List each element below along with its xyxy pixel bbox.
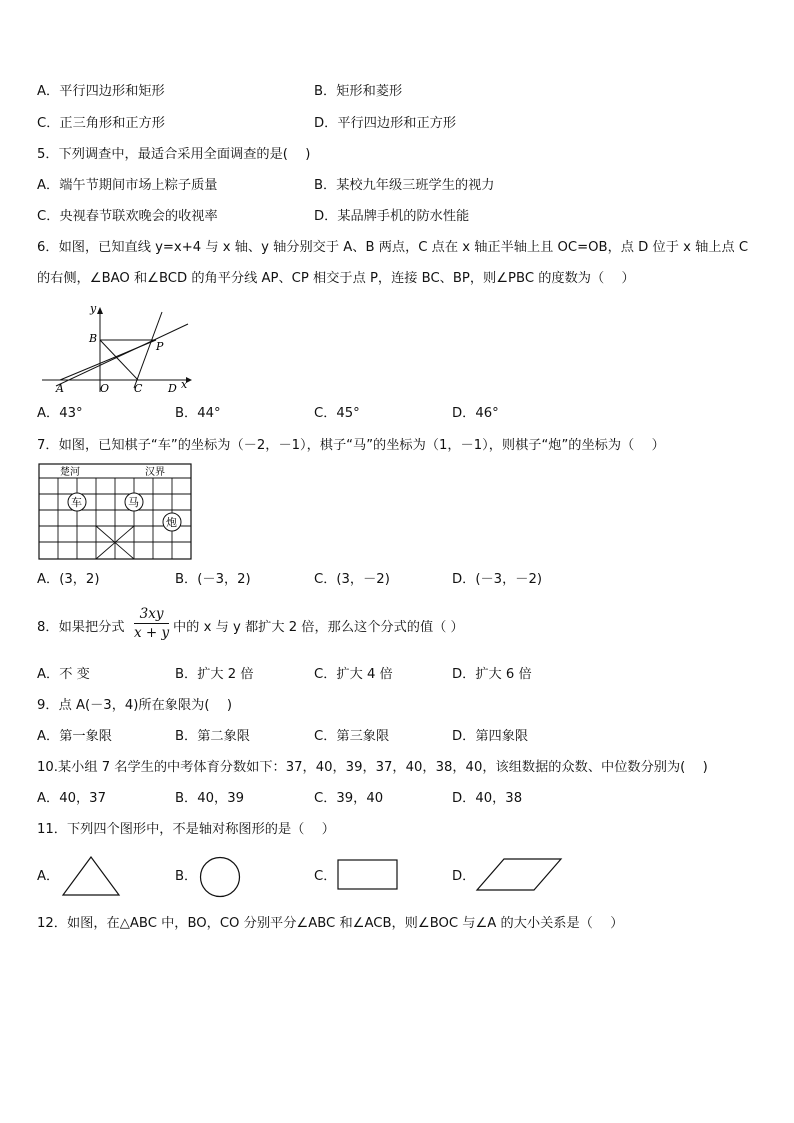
- q6-stem-line1: 6．如图，已知直线 y=x+4 与 x 轴、y 轴分别交于 A、B 两点，C 点在 x 轴正半轴上且 OC=OB，点 D 位于 x 轴上点 C: [37, 240, 749, 255]
- fig-label-o: O: [100, 382, 110, 395]
- q5-option-c: C．央视春节联欢晚会的收视率: [37, 209, 218, 224]
- q11-option-d: D．: [452, 869, 476, 884]
- q8-option-d: D．扩大 6 倍: [452, 667, 532, 682]
- q11-option-b: B．: [175, 869, 198, 884]
- q4-option-b: B．矩形和菱形: [314, 84, 403, 99]
- fig-label-y: y: [90, 302, 97, 315]
- q10-option-d: D．40，38: [452, 791, 523, 806]
- q4-option-c: C．正三角形和正方形: [37, 116, 165, 131]
- q8-numerator: 3xy: [134, 605, 169, 624]
- q8-stem-suffix: 中的 x 与 y 都扩大 2 倍，那么这个分式的值（ ）: [173, 620, 464, 635]
- q9-stem: 9．点 A(－3，4)所在象限为( ): [37, 698, 233, 713]
- q10-option-c: C．39，40: [314, 791, 384, 806]
- q7-option-c: C．(3，－2): [314, 572, 390, 587]
- q7-chessboard-figure: [38, 463, 193, 561]
- fig-label-x: x: [181, 378, 188, 391]
- q5-stem: 5．下列调查中，最适合采用全面调查的是( ): [37, 147, 311, 162]
- board-label-chuhe: 楚河: [60, 467, 80, 478]
- q5-option-b: B．某校九年级三班学生的视力: [314, 178, 495, 193]
- piece-ma: 马: [128, 496, 139, 509]
- q8-fraction: [134, 605, 169, 642]
- board-label-hanjie: 汉界: [145, 467, 165, 478]
- triangle-shape: [61, 855, 121, 897]
- fig-label-a: A: [56, 382, 64, 395]
- q11-option-a: A．: [37, 869, 60, 884]
- q12-stem: 12．如图，在△ABC 中，BO，CO 分别平分∠ABC 和∠ACB，则∠BOC 与∠A 的大小关系是（ ）: [37, 916, 624, 931]
- q6-coordinate-figure: [38, 300, 198, 395]
- fig-label-p: P: [156, 340, 164, 353]
- q5-option-d: D．某品牌手机的防水性能: [314, 209, 470, 224]
- q8-denominator: x + y: [134, 625, 170, 641]
- q11-stem: 11．下列四个图形中，不是轴对称图形的是（ ）: [37, 822, 335, 837]
- q8-option-b: B．扩大 2 倍: [175, 667, 254, 682]
- q6-stem-line2: 的右侧，∠BAO 和∠BCD 的角平分线 AP、CP 相交于点 P，连接 BC、BP，则∠PBC 的度数为（ ）: [37, 271, 635, 286]
- q9-option-a: A．第一象限: [37, 729, 112, 744]
- q8-option-a: A．不 变: [37, 667, 90, 682]
- q9-option-d: D．第四象限: [452, 729, 529, 744]
- circle-shape: [198, 856, 242, 898]
- q4-option-a: A．平行四边形和矩形: [37, 84, 165, 99]
- q7-stem: 7．如图，已知棋子“车”的坐标为（－2，－1），棋子“马”的坐标为（1，－1），则棋子“炮”的坐标为（ ）: [37, 438, 665, 453]
- q7-option-b: B．(－3，2): [175, 572, 251, 587]
- q9-option-b: B．第二象限: [175, 729, 250, 744]
- q6-option-c: C．45°: [314, 406, 360, 421]
- q8-option-c: C．扩大 4 倍: [314, 667, 393, 682]
- piece-che: 车: [71, 496, 82, 509]
- q10-option-a: A．40，37: [37, 791, 106, 806]
- q11-option-c: C．: [314, 869, 337, 884]
- fig-label-d: D: [168, 382, 177, 395]
- q10-stem: 10.某小组 7 名学生的中考体育分数如下：37，40，39，37，40，38，40，该组数据的众数、中位数分别为( ): [37, 760, 708, 775]
- q6-option-d: D．46°: [452, 406, 499, 421]
- q6-option-b: B．44°: [175, 406, 221, 421]
- q6-option-a: A．43°: [37, 406, 83, 421]
- q5-option-a: A．端午节期间市场上粽子质量: [37, 178, 218, 193]
- q8-stem-prefix: 8．如果把分式: [37, 620, 125, 635]
- rectangle-shape: [336, 858, 400, 892]
- q7-option-d: D．(－3，－2): [452, 572, 542, 587]
- q7-option-a: A．(3，2): [37, 572, 100, 587]
- parallelogram-shape: [474, 857, 564, 893]
- fig-label-b: B: [89, 332, 98, 345]
- piece-pao: 炮: [166, 516, 177, 529]
- q10-option-b: B．40，39: [175, 791, 244, 806]
- fig-label-c: C: [134, 382, 143, 395]
- q9-option-c: C．第三象限: [314, 729, 390, 744]
- q4-option-d: D．平行四边形和正方形: [314, 116, 457, 131]
